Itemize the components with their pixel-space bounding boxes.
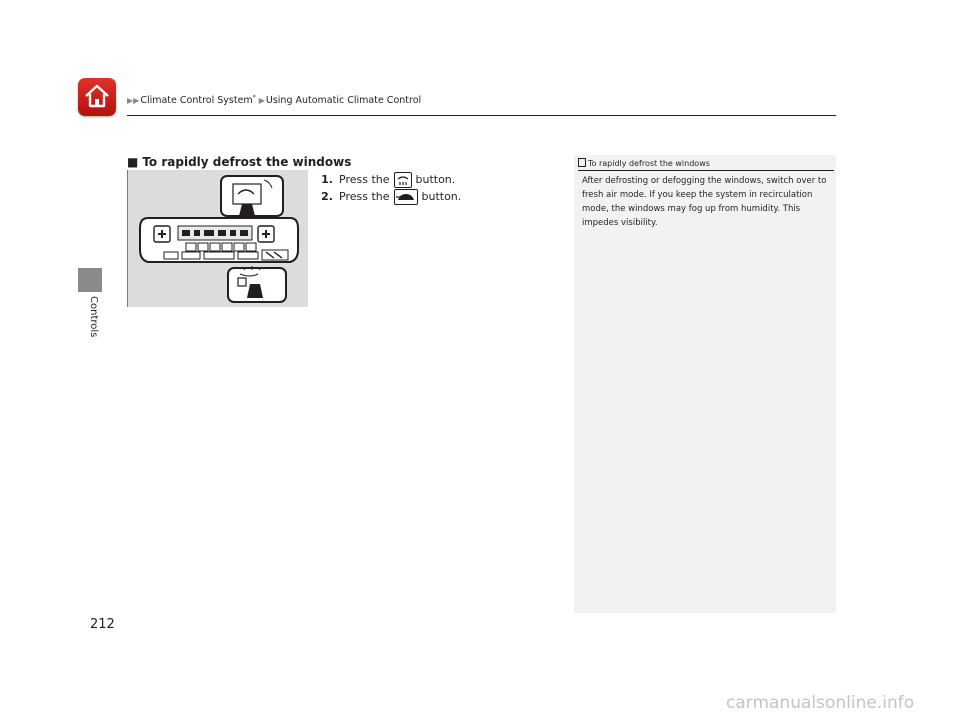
note-title-text: To rapidly defrost the windows <box>588 159 710 168</box>
breadcrumb-arrow-icon: ▶▶ <box>127 96 140 106</box>
note-title <box>578 158 710 168</box>
instruction-steps <box>318 171 461 205</box>
climate-panel-illustration <box>127 170 308 307</box>
step-1 <box>318 171 461 188</box>
home-icon <box>83 82 111 110</box>
home-button[interactable] <box>78 78 116 116</box>
step-text-after: button. <box>421 190 462 203</box>
section-heading-text: To rapidly defrost the windows <box>142 155 352 169</box>
step-number: 2. <box>321 190 333 203</box>
section-heading <box>127 155 351 169</box>
climate-panel-drawing <box>128 170 308 307</box>
fresh-air-mode-icon <box>394 189 418 205</box>
note-divider <box>578 170 834 171</box>
breadcrumb-item-climate-control[interactable]: Climate Control System <box>140 95 253 107</box>
watermark: carmanualsonline.info <box>726 693 915 713</box>
chapter-tab[interactable] <box>78 268 102 292</box>
breadcrumb <box>127 94 421 106</box>
breadcrumb-item-automatic-climate[interactable]: Using Automatic Climate Control <box>265 95 422 107</box>
step-text-before: Press the <box>339 173 390 186</box>
chapter-label: Controls <box>88 296 99 338</box>
side-note <box>574 155 836 613</box>
note-body: After defrosting or defogging the windows, switch over to fresh air mode. If you keep the system in recirculation mode, the windows may fog up from humidity. This impedes visibility. <box>582 176 827 228</box>
breadcrumb-asterisk: * <box>252 94 256 101</box>
heading-marker: ■ <box>127 155 139 169</box>
step-text-before: Press the <box>339 190 390 203</box>
note-icon <box>578 158 586 167</box>
step-2 <box>318 188 461 205</box>
max-defrost-icon <box>394 172 412 188</box>
step-number: 1. <box>321 173 333 186</box>
page-number: 212 <box>90 617 115 632</box>
breadcrumb-arrow-icon: ▶ <box>258 96 265 106</box>
header-divider <box>127 115 836 116</box>
step-text-after: button. <box>415 173 456 186</box>
